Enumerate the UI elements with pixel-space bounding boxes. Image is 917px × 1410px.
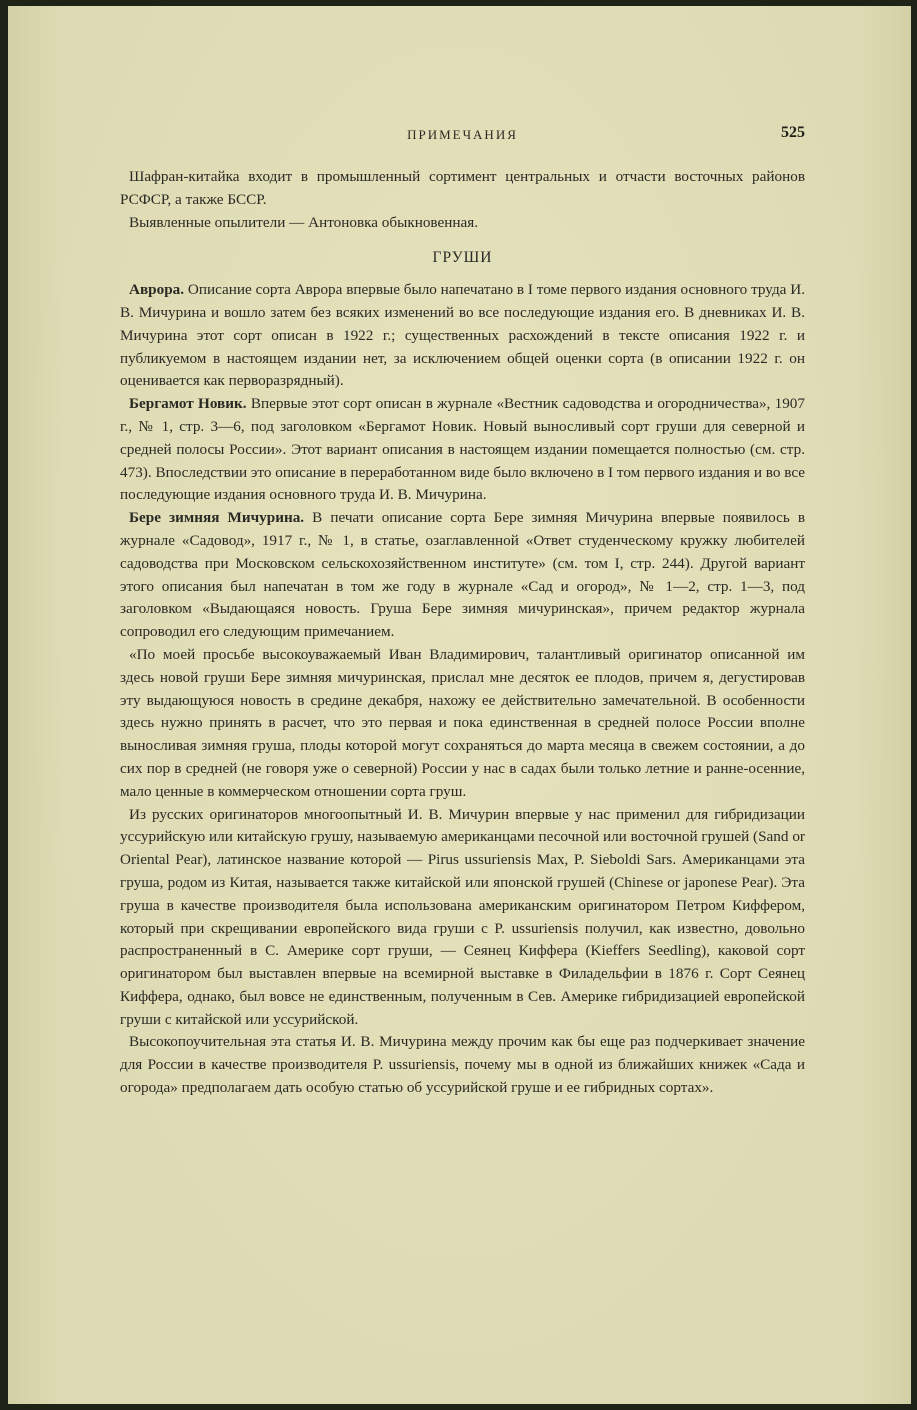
entry-text: Описание сорта Аврора впервые было напечатано в I томе первого издания основного труда И. В. Мичурина и вошло затем без всяких изменений во все последующие издания его. В дневниках И. В. Мичурина этот сорт описан в 1922 г.; существенных расхождений в тексте описания 1922 г. и публикуемом в настоящем издании нет, за исключением общей оценки сорта (в описании 1922 г. он оценивается как перворазрядный).	[120, 281, 805, 390]
page-number: 525	[781, 124, 805, 141]
entry-bere	[120, 507, 805, 644]
intro-paragraph-1: Шафран-китайка входит в промышленный сортимент центральных и отчасти восточных районов РСФСР, а также БССР.	[120, 168, 805, 208]
main-text	[120, 166, 805, 1100]
book-page	[8, 6, 911, 1404]
entry-term: Аврора.	[129, 281, 185, 299]
entry-text: Впервые этот сорт описан в журнале «Вестник садоводства и огородничества», 1907 г., № 1, стр. 3—6, под заголовком «Бергамот Новик. Новый выносливый сорт груши для северной и средней полосы России». Этот вариант описания в настоящем издании помещается полностью (см. стр. 473). Впоследствии это описание в переработанном виде было включено в I том первого издания и во все последующие издания основного труда И. В. Мичурина.	[120, 395, 805, 504]
entry-text: В печати описание сорта Бере зимняя Мичурина впервые появилось в журнале «Садовод», 1917 г., № 1, в статье, озаглавленной «Ответ студенческому кружку любителей садоводства при Московском сельскохозяйственном институте» (см. том I, стр. 244). Другой вариант этого описания был напечатан в том же году в журнале «Сад и огород», № 1—2, стр. 1—3, под заголовком «Выдающаяся новость. Груша Бере зимняя мичуринская», причем редактор журнала сопроводил его следующим примечанием.	[120, 509, 805, 641]
quote-paragraph-1: «По моей просьбе высокоуважаемый Иван Владимирович, талантливый оригинатор описанной им здесь новой груши Бере зимняя мичуринская, прислал мне десяток ее плодов, причем я, дегустировав эту выдающуюся новость в средине декабря, нахожу ее действительно замечательной. В особенности здесь нужно принять в расчет, что это первая и пока единственная в средней полосе России вполне выносливая зимняя груша, плоды которой могут сохраняться до марта месяца в свежем состоянии, а до сих пор в средней (не говоря уже о северной) России у нас в садах были только летние и ранне-осенние, мало ценные в коммерческом отношении сорта груш.	[120, 645, 805, 800]
section-title: ГРУШИ	[432, 249, 493, 267]
intro-paragraph-2: Выявленные опылители — Антоновка обыкновенная.	[129, 213, 479, 231]
entry-avrora	[120, 279, 805, 393]
entry-term: Бергамот Новик.	[129, 395, 247, 413]
running-title: ПРИМЕЧАНИЯ	[407, 127, 518, 142]
quote-paragraph-3: Высокопоучительная эта статья И. В. Мичурина между прочим как бы еще раз подчеркивает значение для России в качестве производителя P. ussuriensis, почему мы в одной из ближайших книжек «Сада и огорода» предполагаем дать особую статью об уссурийской груше и ее гибридных сортах».	[120, 1033, 805, 1097]
quote-paragraph-2: Из русских оригинаторов многоопытный И. В. Мичурин впервые у нас применил для гибридизации уссурийскую или китайскую грушу, называемую американцами песочной или восточной грушей (Sand or Oriental Pear), латинское название которой — Pirus ussuriensis Max, P. Sieboldi Sars. Американцами эта груша, родом из Китая, называется также китайской или японской грушей (Chinese or japonese Pear). Эта груша в качестве производителя была использована американским оригинатором Петром Киффером, который при скрещивании европейского вида груши с P. ussuriensis получил, как известно, довольно распространенный в С. Америке сорт груши, — Сеянец Киффера (Kieffers Seedling), каковой сорт оригинатором был выставлен впервые на всемирной выставке в Филадельфии в 1876 г. Сорт Сеянец Киффера, однако, был вовсе не единственным, полученным в Сев. Америке гибридизацией европейской груши с китайской или уссурийской.	[120, 805, 805, 1028]
entry-term: Бере зимняя Мичурина.	[129, 509, 305, 527]
page-header	[120, 124, 805, 148]
entry-bergamot	[120, 393, 805, 507]
